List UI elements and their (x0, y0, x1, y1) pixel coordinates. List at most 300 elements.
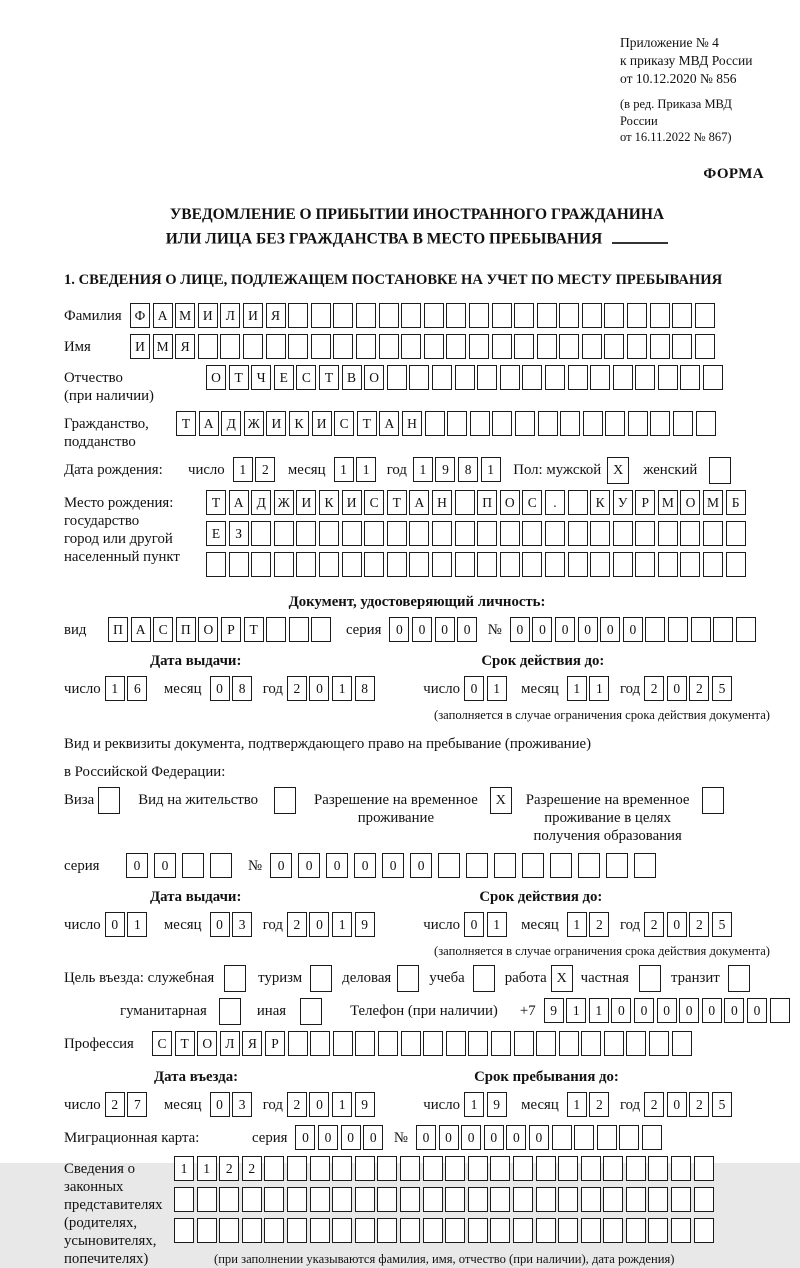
residence-expiry-year-cell-3[interactable]: 5 (712, 912, 732, 937)
surname-cell-0[interactable]: Ф (130, 303, 150, 328)
doc-number-cell-10[interactable] (736, 617, 756, 642)
legal-representatives-row-0-cell-12[interactable] (445, 1156, 465, 1181)
citizenship-cell-18[interactable] (583, 411, 603, 436)
legal-representatives-row-2-cell-16[interactable] (536, 1218, 556, 1243)
doc-expiry-year-cell-3[interactable]: 5 (712, 676, 732, 701)
doc-number-cell-8[interactable] (691, 617, 711, 642)
residence-doc-number-cell-2[interactable]: 0 (326, 853, 348, 878)
residence-expiry-day-cell-0[interactable]: 0 (464, 912, 484, 937)
citizenship-cell-1[interactable]: А (199, 411, 219, 436)
doc-type-cell-3[interactable]: П (176, 617, 196, 642)
surname-cell-19[interactable] (559, 303, 579, 328)
surname-cell-8[interactable] (311, 303, 331, 328)
given-name-cell-13[interactable] (424, 334, 444, 359)
legal-representatives-row-2-cell-21[interactable] (648, 1218, 668, 1243)
birthplace-row-2-cell-17[interactable] (590, 552, 610, 577)
doc-expiry-year-cell-0[interactable]: 2 (644, 676, 664, 701)
given-name-cell-14[interactable] (446, 334, 466, 359)
migration-card-number-cell-3[interactable]: 0 (484, 1125, 504, 1150)
birthplace-row-2-cell-20[interactable] (658, 552, 678, 577)
phone-number-cell-2[interactable]: 1 (589, 998, 609, 1023)
residence-doc-number-cell-4[interactable]: 0 (382, 853, 404, 878)
entry-day-cell-1[interactable]: 7 (127, 1092, 147, 1117)
citizenship-cell-15[interactable] (515, 411, 535, 436)
patronymic-cell-10[interactable] (432, 365, 452, 390)
legal-representatives-row-0-cell-17[interactable] (558, 1156, 578, 1181)
legal-representatives-row-1-cell-20[interactable] (626, 1187, 646, 1212)
legal-representatives-row-1-cell-22[interactable] (671, 1187, 691, 1212)
legal-representatives-row-1-cell-8[interactable] (355, 1187, 375, 1212)
surname-cell-7[interactable] (288, 303, 308, 328)
profession-cell-18[interactable] (559, 1031, 579, 1056)
birthplace-row-0-cell-4[interactable]: И (296, 490, 316, 515)
doc-number-cell-4[interactable]: 0 (600, 617, 620, 642)
given-name-cell-19[interactable] (559, 334, 579, 359)
doc-number-cell-9[interactable] (713, 617, 733, 642)
birthplace-row-2-cell-18[interactable] (613, 552, 633, 577)
surname-cell-6[interactable]: Я (266, 303, 286, 328)
profession-cell-19[interactable] (581, 1031, 601, 1056)
legal-representatives-row-1-cell-3[interactable] (242, 1187, 262, 1212)
given-name-cell-3[interactable] (198, 334, 218, 359)
legal-representatives-row-1-cell-4[interactable] (264, 1187, 284, 1212)
stay-until-month-cell-1[interactable]: 2 (589, 1092, 609, 1117)
migration-card-number-cell-6[interactable] (552, 1125, 572, 1150)
profession-cell-12[interactable] (423, 1031, 443, 1056)
birthplace-row-0-cell-9[interactable]: А (409, 490, 429, 515)
legal-representatives-row-1-cell-0[interactable] (174, 1187, 194, 1212)
residence-expiry-month-cell-1[interactable]: 2 (589, 912, 609, 937)
phone-number-cell-6[interactable]: 0 (679, 998, 699, 1023)
phone-number-cell-1[interactable]: 1 (566, 998, 586, 1023)
legal-representatives-row-2-cell-12[interactable] (445, 1218, 465, 1243)
residence-issue-day-cell-1[interactable]: 1 (127, 912, 147, 937)
legal-representatives-row-0-cell-18[interactable] (581, 1156, 601, 1181)
phone-number-cell-8[interactable]: 0 (724, 998, 744, 1023)
legal-representatives-row-1-cell-23[interactable] (694, 1187, 714, 1212)
legal-representatives-row-2-cell-2[interactable] (219, 1218, 239, 1243)
given-name-cell-9[interactable] (333, 334, 353, 359)
patronymic-cell-11[interactable] (455, 365, 475, 390)
citizenship-cell-22[interactable] (673, 411, 693, 436)
birth-year-cell-3[interactable]: 1 (481, 457, 501, 482)
doc-issue-year-cell-2[interactable]: 1 (332, 676, 352, 701)
given-name-cell-16[interactable] (492, 334, 512, 359)
legal-representatives-row-0-cell-20[interactable] (626, 1156, 646, 1181)
stay-until-year-cell-2[interactable]: 2 (689, 1092, 709, 1117)
purpose-work-checkbox[interactable]: X (551, 965, 573, 992)
surname-cell-16[interactable] (492, 303, 512, 328)
stay-until-year-cell-3[interactable]: 5 (712, 1092, 732, 1117)
given-name-cell-2[interactable]: Я (175, 334, 195, 359)
residence-issue-month-cell-1[interactable]: 3 (232, 912, 252, 937)
surname-cell-15[interactable] (469, 303, 489, 328)
birthplace-row-0-cell-1[interactable]: А (229, 490, 249, 515)
entry-year-cell-2[interactable]: 1 (332, 1092, 352, 1117)
citizenship-cell-7[interactable]: С (334, 411, 354, 436)
given-name-cell-5[interactable] (243, 334, 263, 359)
doc-type-cell-1[interactable]: А (131, 617, 151, 642)
legal-representatives-row-2-cell-20[interactable] (626, 1218, 646, 1243)
surname-cell-3[interactable]: И (198, 303, 218, 328)
phone-number-cell-3[interactable]: 0 (611, 998, 631, 1023)
birthplace-row-0-cell-3[interactable]: Ж (274, 490, 294, 515)
phone-number-cell-10[interactable] (770, 998, 790, 1023)
entry-year-cell-3[interactable]: 9 (355, 1092, 375, 1117)
birthplace-row-2-cell-7[interactable] (364, 552, 384, 577)
profession-cell-2[interactable]: О (197, 1031, 217, 1056)
doc-series-cell-2[interactable]: 0 (435, 617, 455, 642)
profession-cell-0[interactable]: С (152, 1031, 172, 1056)
citizenship-cell-17[interactable] (560, 411, 580, 436)
doc-issue-day-cell-1[interactable]: 6 (127, 676, 147, 701)
birthplace-row-1-cell-5[interactable] (319, 521, 339, 546)
birth-year-cell-2[interactable]: 8 (458, 457, 478, 482)
legal-representatives-row-0-cell-0[interactable]: 1 (174, 1156, 194, 1181)
citizenship-cell-10[interactable]: Н (402, 411, 422, 436)
birthplace-row-2-cell-1[interactable] (229, 552, 249, 577)
residence-doc-number-cell-0[interactable]: 0 (270, 853, 292, 878)
legal-representatives-row-1-cell-10[interactable] (400, 1187, 420, 1212)
patronymic-cell-3[interactable]: Е (274, 365, 294, 390)
birthplace-row-1-cell-21[interactable] (680, 521, 700, 546)
doc-number-cell-7[interactable] (668, 617, 688, 642)
given-name-cell-1[interactable]: М (153, 334, 173, 359)
legal-representatives-row-0-cell-1[interactable]: 1 (197, 1156, 217, 1181)
birthplace-row-0-cell-17[interactable]: К (590, 490, 610, 515)
doc-expiry-day-cell-1[interactable]: 1 (487, 676, 507, 701)
legal-representatives-row-2-cell-7[interactable] (332, 1218, 352, 1243)
doc-series-cell-1[interactable]: 0 (412, 617, 432, 642)
migration-card-series-cell-0[interactable]: 0 (295, 1125, 315, 1150)
residence-expiry-month-cell-0[interactable]: 1 (567, 912, 587, 937)
legal-representatives-row-0-cell-10[interactable] (400, 1156, 420, 1181)
purpose-other-checkbox[interactable] (300, 998, 322, 1025)
residence-expiry-year-cell-0[interactable]: 2 (644, 912, 664, 937)
doc-number-cell-6[interactable] (645, 617, 665, 642)
phone-number-cell-4[interactable]: 0 (634, 998, 654, 1023)
entry-year-cell-0[interactable]: 2 (287, 1092, 307, 1117)
citizenship-cell-5[interactable]: К (289, 411, 309, 436)
citizenship-cell-6[interactable]: И (312, 411, 332, 436)
birthplace-row-0-cell-6[interactable]: И (342, 490, 362, 515)
migration-card-number-cell-5[interactable]: 0 (529, 1125, 549, 1150)
migration-card-series-cell-3[interactable]: 0 (363, 1125, 383, 1150)
profession-cell-1[interactable]: Т (175, 1031, 195, 1056)
surname-cell-2[interactable]: М (175, 303, 195, 328)
doc-type-cell-2[interactable]: С (153, 617, 173, 642)
birthplace-row-0-cell-20[interactable]: М (658, 490, 678, 515)
doc-issue-month-cell-1[interactable]: 8 (232, 676, 252, 701)
birthplace-row-0-cell-7[interactable]: С (364, 490, 384, 515)
purpose-official-checkbox[interactable] (224, 965, 246, 992)
citizenship-cell-8[interactable]: Т (357, 411, 377, 436)
legal-representatives-row-1-cell-17[interactable] (558, 1187, 578, 1212)
birthplace-row-0-cell-0[interactable]: Т (206, 490, 226, 515)
legal-representatives-row-2-cell-9[interactable] (377, 1218, 397, 1243)
birthplace-row-2-cell-22[interactable] (703, 552, 723, 577)
stay-until-day-cell-0[interactable]: 1 (464, 1092, 484, 1117)
citizenship-cell-14[interactable] (492, 411, 512, 436)
profession-cell-3[interactable]: Л (220, 1031, 240, 1056)
birthplace-row-1-cell-2[interactable] (251, 521, 271, 546)
legal-representatives-row-2-cell-8[interactable] (355, 1218, 375, 1243)
birthplace-row-0-cell-19[interactable]: Р (635, 490, 655, 515)
given-name-cell-7[interactable] (288, 334, 308, 359)
birthplace-row-1-cell-0[interactable]: Е (206, 521, 226, 546)
birthplace-row-1-cell-17[interactable] (590, 521, 610, 546)
birthplace-row-2-cell-0[interactable] (206, 552, 226, 577)
legal-representatives-row-2-cell-15[interactable] (513, 1218, 533, 1243)
gender-female-checkbox[interactable] (709, 457, 731, 484)
residence-doc-number-cell-6[interactable] (438, 853, 460, 878)
birthplace-row-2-cell-4[interactable] (296, 552, 316, 577)
migration-card-number-cell-4[interactable]: 0 (506, 1125, 526, 1150)
birthplace-row-1-cell-15[interactable] (545, 521, 565, 546)
given-name-cell-21[interactable] (604, 334, 624, 359)
surname-cell-17[interactable] (514, 303, 534, 328)
migration-card-number-cell-7[interactable] (574, 1125, 594, 1150)
patronymic-cell-18[interactable] (613, 365, 633, 390)
birthplace-row-1-cell-23[interactable] (726, 521, 746, 546)
residence-doc-series-cell-3[interactable] (210, 853, 232, 878)
birthplace-row-1-cell-19[interactable] (635, 521, 655, 546)
migration-card-number-cell-0[interactable]: 0 (416, 1125, 436, 1150)
birthplace-row-1-cell-14[interactable] (522, 521, 542, 546)
purpose-study-checkbox[interactable] (473, 965, 495, 992)
residence-issue-year-cell-2[interactable]: 1 (332, 912, 352, 937)
surname-cell-9[interactable] (333, 303, 353, 328)
legal-representatives-row-0-cell-6[interactable] (310, 1156, 330, 1181)
doc-expiry-month-cell-0[interactable]: 1 (567, 676, 587, 701)
birthplace-row-2-cell-11[interactable] (455, 552, 475, 577)
legal-representatives-row-2-cell-17[interactable] (558, 1218, 578, 1243)
birthplace-row-0-cell-14[interactable]: С (522, 490, 542, 515)
surname-cell-10[interactable] (356, 303, 376, 328)
residence-doc-number-cell-11[interactable] (578, 853, 600, 878)
citizenship-cell-0[interactable]: Т (176, 411, 196, 436)
birthplace-row-2-cell-5[interactable] (319, 552, 339, 577)
patronymic-cell-15[interactable] (545, 365, 565, 390)
doc-type-cell-5[interactable]: Р (221, 617, 241, 642)
legal-representatives-row-0-cell-7[interactable] (332, 1156, 352, 1181)
birthplace-row-1-cell-13[interactable] (500, 521, 520, 546)
citizenship-cell-11[interactable] (425, 411, 445, 436)
doc-series-cell-3[interactable]: 0 (457, 617, 477, 642)
birthplace-row-1-cell-6[interactable] (342, 521, 362, 546)
profession-cell-8[interactable] (333, 1031, 353, 1056)
birthplace-row-1-cell-16[interactable] (568, 521, 588, 546)
stay-until-day-cell-1[interactable]: 9 (487, 1092, 507, 1117)
surname-cell-5[interactable]: И (243, 303, 263, 328)
legal-representatives-row-1-cell-18[interactable] (581, 1187, 601, 1212)
legal-representatives-row-2-cell-5[interactable] (287, 1218, 307, 1243)
legal-representatives-row-1-cell-11[interactable] (423, 1187, 443, 1212)
doc-number-cell-5[interactable]: 0 (623, 617, 643, 642)
birthplace-row-0-cell-18[interactable]: У (613, 490, 633, 515)
doc-number-cell-2[interactable]: 0 (555, 617, 575, 642)
legal-representatives-row-0-cell-4[interactable] (264, 1156, 284, 1181)
residence-expiry-day-cell-1[interactable]: 1 (487, 912, 507, 937)
profession-cell-9[interactable] (355, 1031, 375, 1056)
legal-representatives-row-1-cell-21[interactable] (648, 1187, 668, 1212)
doc-issue-year-cell-1[interactable]: 0 (309, 676, 329, 701)
birth-day-cell-0[interactable]: 1 (233, 457, 253, 482)
patronymic-cell-19[interactable] (635, 365, 655, 390)
legal-representatives-row-2-cell-23[interactable] (694, 1218, 714, 1243)
residence-issue-year-cell-3[interactable]: 9 (355, 912, 375, 937)
given-name-cell-23[interactable] (650, 334, 670, 359)
birth-year-cell-0[interactable]: 1 (413, 457, 433, 482)
legal-representatives-row-1-cell-1[interactable] (197, 1187, 217, 1212)
birthplace-row-0-cell-13[interactable]: О (500, 490, 520, 515)
birthplace-row-1-cell-8[interactable] (387, 521, 407, 546)
purpose-humanitarian-checkbox[interactable] (219, 998, 241, 1025)
patronymic-cell-13[interactable] (500, 365, 520, 390)
birthplace-row-1-cell-12[interactable] (477, 521, 497, 546)
citizenship-cell-19[interactable] (605, 411, 625, 436)
migration-card-series-cell-2[interactable]: 0 (341, 1125, 361, 1150)
residence-doc-number-cell-7[interactable] (466, 853, 488, 878)
legal-representatives-row-2-cell-0[interactable] (174, 1218, 194, 1243)
profession-cell-23[interactable] (672, 1031, 692, 1056)
legal-representatives-row-2-cell-6[interactable] (310, 1218, 330, 1243)
entry-year-cell-1[interactable]: 0 (309, 1092, 329, 1117)
given-name-cell-8[interactable] (311, 334, 331, 359)
profession-cell-5[interactable]: Р (265, 1031, 285, 1056)
legal-representatives-row-0-cell-22[interactable] (671, 1156, 691, 1181)
temp-residence-edu-checkbox[interactable] (702, 787, 724, 814)
doc-issue-month-cell-0[interactable]: 0 (210, 676, 230, 701)
residence-permit-checkbox[interactable] (274, 787, 296, 814)
given-name-cell-10[interactable] (356, 334, 376, 359)
citizenship-cell-16[interactable] (538, 411, 558, 436)
birthplace-row-2-cell-14[interactable] (522, 552, 542, 577)
stay-until-year-cell-0[interactable]: 2 (644, 1092, 664, 1117)
residence-doc-number-cell-3[interactable]: 0 (354, 853, 376, 878)
patronymic-cell-14[interactable] (522, 365, 542, 390)
profession-cell-10[interactable] (378, 1031, 398, 1056)
surname-cell-14[interactable] (446, 303, 466, 328)
profession-cell-21[interactable] (626, 1031, 646, 1056)
patronymic-cell-0[interactable]: О (206, 365, 226, 390)
entry-month-cell-0[interactable]: 0 (210, 1092, 230, 1117)
patronymic-cell-20[interactable] (658, 365, 678, 390)
birthplace-row-2-cell-12[interactable] (477, 552, 497, 577)
birthplace-row-1-cell-11[interactable] (455, 521, 475, 546)
profession-cell-4[interactable]: Я (242, 1031, 262, 1056)
temp-residence-checkbox[interactable]: X (490, 787, 512, 814)
legal-representatives-row-2-cell-3[interactable] (242, 1218, 262, 1243)
profession-cell-16[interactable] (514, 1031, 534, 1056)
legal-representatives-row-0-cell-9[interactable] (377, 1156, 397, 1181)
legal-representatives-row-0-cell-16[interactable] (536, 1156, 556, 1181)
doc-type-cell-6[interactable]: Т (244, 617, 264, 642)
patronymic-cell-6[interactable]: В (342, 365, 362, 390)
surname-cell-11[interactable] (379, 303, 399, 328)
doc-issue-year-cell-0[interactable]: 2 (287, 676, 307, 701)
birthplace-row-2-cell-2[interactable] (251, 552, 271, 577)
legal-representatives-row-1-cell-12[interactable] (445, 1187, 465, 1212)
given-name-cell-15[interactable] (469, 334, 489, 359)
residence-issue-month-cell-0[interactable]: 0 (210, 912, 230, 937)
patronymic-cell-12[interactable] (477, 365, 497, 390)
doc-expiry-day-cell-0[interactable]: 0 (464, 676, 484, 701)
surname-cell-22[interactable] (627, 303, 647, 328)
legal-representatives-row-0-cell-2[interactable]: 2 (219, 1156, 239, 1181)
birthplace-row-0-cell-16[interactable] (568, 490, 588, 515)
birthplace-row-1-cell-22[interactable] (703, 521, 723, 546)
residence-doc-number-cell-9[interactable] (522, 853, 544, 878)
surname-cell-25[interactable] (695, 303, 715, 328)
doc-type-cell-7[interactable] (266, 617, 286, 642)
birthplace-row-0-cell-2[interactable]: Д (251, 490, 271, 515)
doc-series-cell-0[interactable]: 0 (389, 617, 409, 642)
legal-representatives-row-0-cell-14[interactable] (490, 1156, 510, 1181)
surname-cell-24[interactable] (672, 303, 692, 328)
doc-type-cell-8[interactable] (289, 617, 309, 642)
birthplace-row-2-cell-3[interactable] (274, 552, 294, 577)
citizenship-cell-4[interactable]: И (266, 411, 286, 436)
visa-checkbox[interactable] (98, 787, 120, 814)
birth-month-cell-0[interactable]: 1 (334, 457, 354, 482)
patronymic-cell-16[interactable] (568, 365, 588, 390)
surname-cell-12[interactable] (401, 303, 421, 328)
legal-representatives-row-2-cell-22[interactable] (671, 1218, 691, 1243)
patronymic-cell-22[interactable] (703, 365, 723, 390)
legal-representatives-row-2-cell-19[interactable] (603, 1218, 623, 1243)
birthplace-row-0-cell-23[interactable]: Б (726, 490, 746, 515)
given-name-cell-4[interactable] (220, 334, 240, 359)
doc-expiry-year-cell-2[interactable]: 2 (689, 676, 709, 701)
given-name-cell-17[interactable] (514, 334, 534, 359)
birthplace-row-2-cell-13[interactable] (500, 552, 520, 577)
migration-card-number-cell-2[interactable]: 0 (461, 1125, 481, 1150)
purpose-tourism-checkbox[interactable] (310, 965, 332, 992)
birth-day-cell-1[interactable]: 2 (255, 457, 275, 482)
patronymic-cell-1[interactable]: Т (229, 365, 249, 390)
given-name-cell-0[interactable]: И (130, 334, 150, 359)
birthplace-row-2-cell-10[interactable] (432, 552, 452, 577)
profession-cell-20[interactable] (604, 1031, 624, 1056)
surname-cell-4[interactable]: Л (220, 303, 240, 328)
given-name-cell-12[interactable] (401, 334, 421, 359)
doc-issue-day-cell-0[interactable]: 1 (105, 676, 125, 701)
phone-number-cell-7[interactable]: 0 (702, 998, 722, 1023)
profession-cell-11[interactable] (401, 1031, 421, 1056)
citizenship-cell-12[interactable] (447, 411, 467, 436)
profession-cell-14[interactable] (468, 1031, 488, 1056)
surname-cell-21[interactable] (604, 303, 624, 328)
residence-issue-day-cell-0[interactable]: 0 (105, 912, 125, 937)
residence-doc-number-cell-1[interactable]: 0 (298, 853, 320, 878)
birthplace-row-1-cell-1[interactable]: З (229, 521, 249, 546)
purpose-private-checkbox[interactable] (639, 965, 661, 992)
residence-doc-number-cell-5[interactable]: 0 (410, 853, 432, 878)
entry-month-cell-1[interactable]: 3 (232, 1092, 252, 1117)
given-name-cell-20[interactable] (582, 334, 602, 359)
birthplace-row-1-cell-10[interactable] (432, 521, 452, 546)
surname-cell-1[interactable]: А (153, 303, 173, 328)
residence-doc-series-cell-0[interactable]: 0 (126, 853, 148, 878)
profession-cell-6[interactable] (288, 1031, 308, 1056)
birthplace-row-2-cell-21[interactable] (680, 552, 700, 577)
profession-cell-15[interactable] (491, 1031, 511, 1056)
profession-cell-17[interactable] (536, 1031, 556, 1056)
legal-representatives-row-2-cell-4[interactable] (264, 1218, 284, 1243)
doc-type-cell-4[interactable]: О (198, 617, 218, 642)
given-name-cell-6[interactable] (266, 334, 286, 359)
